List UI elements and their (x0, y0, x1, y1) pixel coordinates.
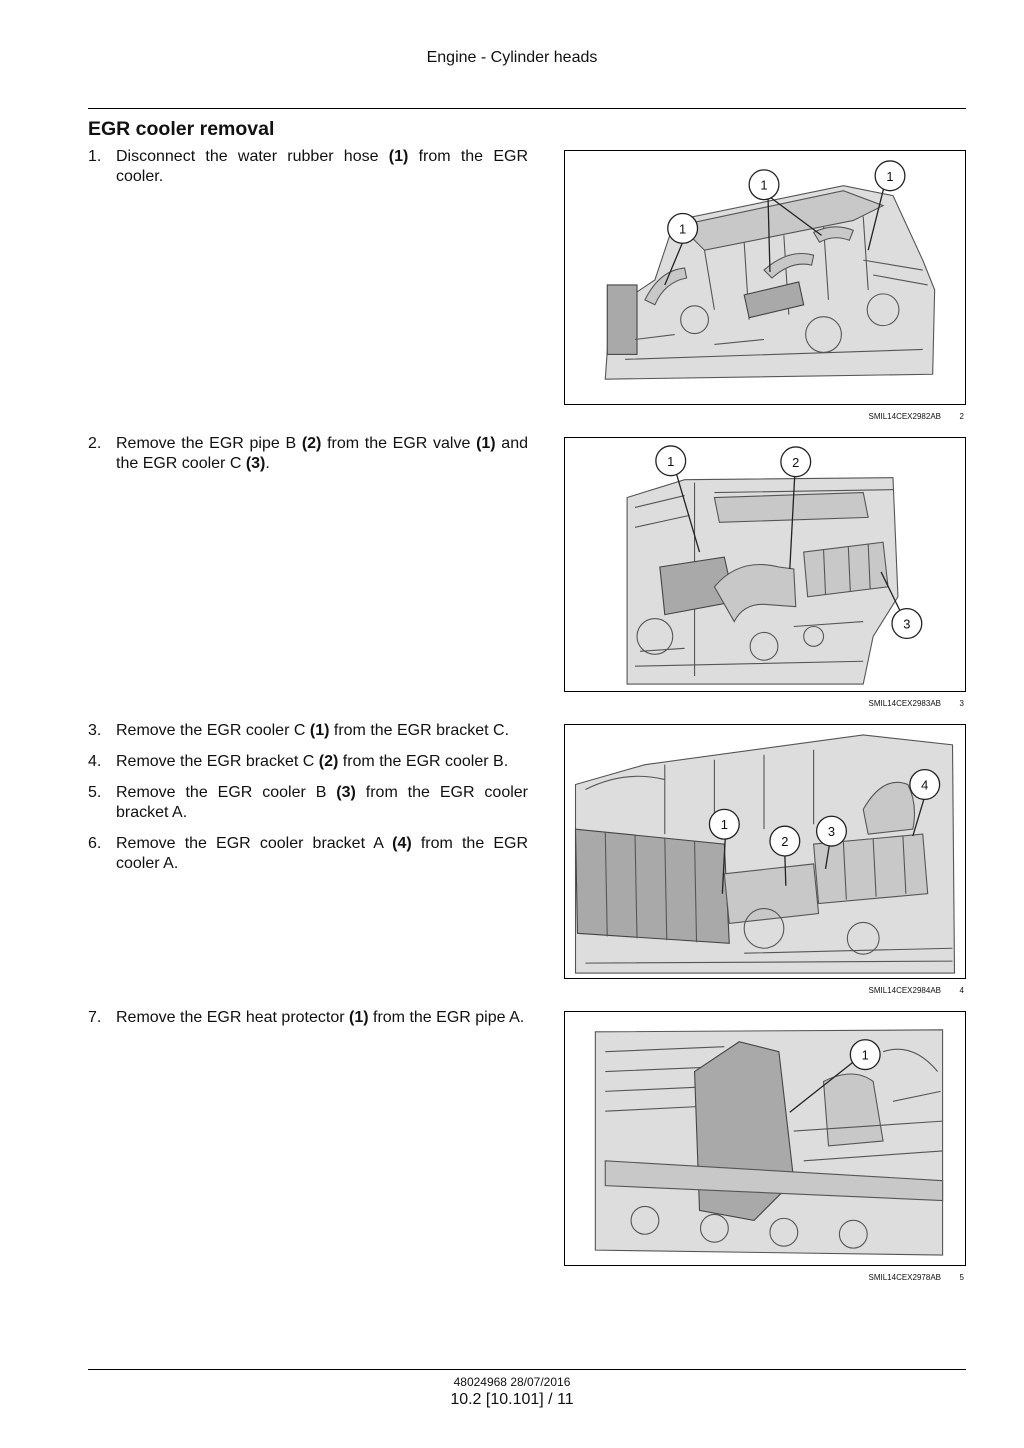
step-reference: (2) (318, 753, 339, 770)
step-text-run: from the EGR cooler bracket A. (116, 784, 528, 821)
page-header: Engine - Cylinder heads (426, 49, 598, 66)
footer-document-id: 48024968 28/07/2016 (453, 1375, 571, 1389)
engine-illustration (565, 151, 965, 404)
step-text-run: Remove the EGR cooler bracket A (116, 835, 393, 852)
step-text-run: from the EGR pipe A. (368, 1009, 525, 1026)
step-number: 6. (88, 835, 102, 852)
step-number: 1. (88, 148, 102, 165)
step-text-run: Remove the EGR cooler C (116, 722, 310, 739)
callout-4 (910, 770, 940, 800)
step-text (116, 783, 528, 823)
step-text-run: Remove the EGR pipe B (116, 435, 302, 452)
step-reference: (1) (476, 435, 496, 452)
callout-label: 3 (827, 824, 836, 840)
callout-3 (817, 816, 847, 846)
step-text-run: from the EGR cooler A. (116, 835, 529, 872)
step-text-run: Remove the EGR heat protector (116, 1009, 349, 1026)
figure-4-egr-cooler (564, 724, 966, 979)
callout-3 (892, 609, 922, 639)
callout-label: 1 (679, 221, 687, 237)
step-text-run: from the EGR cooler B. (338, 753, 509, 770)
step-text-run: . (265, 455, 270, 472)
step-group-3 (88, 721, 528, 885)
callout-label: 1 (861, 1047, 869, 1063)
footer-divider (88, 1369, 966, 1370)
step-reference: (3) (245, 455, 266, 472)
step-number: 5. (88, 784, 102, 801)
engine-illustration (565, 1012, 965, 1265)
step-text-run: from the EGR bracket C. (329, 722, 510, 739)
step-reference: (4) (392, 835, 412, 852)
step-text (116, 147, 528, 187)
step-number: 2. (88, 435, 102, 452)
footer-page-number: 10.2 [10.101] / 11 (450, 1391, 574, 1408)
callout-1 (850, 1040, 880, 1070)
step-text (116, 721, 528, 741)
engine-illustration (565, 725, 965, 978)
callout-label: 1 (667, 453, 675, 469)
header-divider (88, 108, 966, 109)
step-reference: (2) (301, 435, 322, 452)
callout-1 (875, 161, 905, 191)
callout-2 (770, 826, 800, 856)
step-text-run: Remove the EGR cooler B (116, 784, 337, 801)
callout-label: 1 (720, 817, 728, 833)
step-number: 4. (88, 753, 102, 770)
figure-code: SMIL14CEX2978AB (868, 1273, 941, 1282)
figure-code: SMIL14CEX2982AB (868, 412, 941, 421)
step-item (88, 147, 528, 187)
figure-code: SMIL14CEX2983AB (868, 699, 941, 708)
step-group-1 (88, 147, 528, 198)
callout-label: 1 (886, 168, 894, 184)
step-text-run: and the EGR cooler C (116, 435, 529, 472)
step-group-2 (88, 434, 528, 485)
section-title: EGR cooler removal (88, 118, 275, 140)
callout-1 (749, 170, 779, 200)
step-text-run: Remove the EGR bracket C (116, 753, 319, 770)
step-text-run: Disconnect the water rubber hose (116, 148, 389, 165)
callout-label: 2 (781, 834, 789, 850)
step-text (116, 752, 528, 772)
figure-number: 4 (959, 986, 964, 995)
step-text-run: from the EGR valve (321, 435, 477, 452)
callout-1 (656, 446, 686, 476)
figure-5-heat-protector (564, 1011, 966, 1266)
figure-3-egr-pipe (564, 437, 966, 692)
callout-label: 2 (792, 454, 800, 470)
step-text (116, 1008, 528, 1028)
figure-2-engine-hoses (564, 150, 966, 405)
figure-number: 3 (959, 699, 964, 708)
engine-illustration (565, 438, 965, 691)
callout-label: 1 (760, 177, 768, 193)
step-item (88, 1008, 528, 1028)
callout-label: 4 (921, 777, 929, 793)
step-number: 7. (88, 1009, 102, 1026)
step-item (88, 434, 528, 474)
step-reference: (1) (349, 1009, 369, 1026)
step-item (88, 783, 528, 823)
step-text (116, 834, 528, 874)
step-item (88, 752, 528, 772)
step-item (88, 834, 528, 874)
step-group-4 (88, 1008, 528, 1039)
step-number: 3. (88, 722, 102, 739)
callout-1 (668, 214, 698, 244)
step-text (116, 434, 528, 474)
step-item (88, 721, 528, 741)
step-text-run: from the EGR cooler. (116, 148, 528, 185)
step-reference: (1) (388, 148, 409, 165)
step-reference: (1) (309, 722, 330, 739)
figure-code: SMIL14CEX2984AB (868, 986, 941, 995)
figure-number: 5 (959, 1273, 964, 1282)
step-reference: (3) (336, 784, 356, 801)
figure-number: 2 (959, 412, 964, 421)
callout-label: 3 (903, 616, 911, 632)
callout-2 (781, 447, 811, 477)
callout-1 (709, 809, 739, 839)
